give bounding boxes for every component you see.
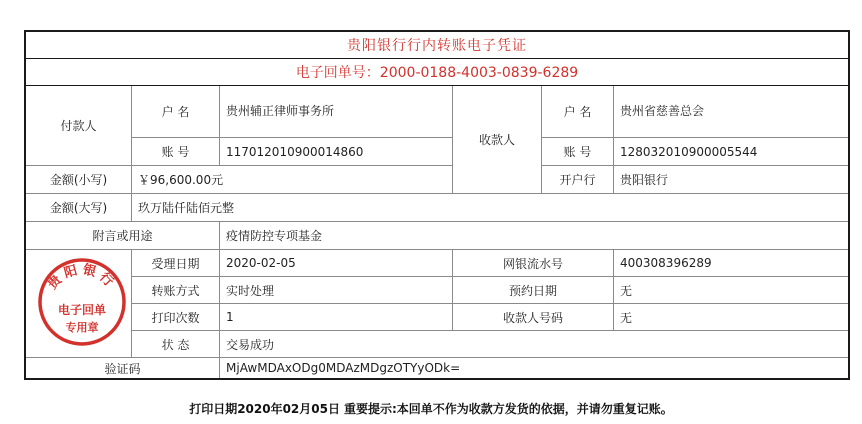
payer-name: 贵州辅正律师事务所: [220, 86, 453, 138]
print-date: 打印日期2020年02月05日: [189, 401, 340, 416]
amount-small-value: ￥96,600.00元: [132, 166, 453, 194]
seal-cell: [26, 250, 132, 358]
payee-name-label: 户 名: [542, 86, 614, 138]
payer-name-label: 户 名: [132, 86, 220, 138]
amount-large-value: 玖万陆仟陆佰元整: [132, 194, 848, 222]
payee-code-label: 收款人号码: [453, 304, 614, 331]
important-notice: 重要提示:本回单不作为收款方发货的依据，并请勿重复记账。: [344, 401, 673, 416]
svg-text:贵阳银行: [45, 261, 120, 292]
status-value: 交易成功: [220, 331, 848, 358]
booking-value: 无: [614, 277, 848, 304]
date-label: 受理日期: [132, 250, 220, 277]
bank-seal-stamp: [36, 256, 128, 348]
amount-large-label: 金额(大写): [26, 194, 132, 222]
print-count-value: 1: [220, 304, 453, 331]
method-value: 实时处理: [220, 277, 453, 304]
verify-code: MjAwMDAxODg0MDAzMDgzOTYyODk=: [226, 361, 461, 375]
seal-top-text: 贵阳银行: [45, 262, 119, 293]
print-count-label: 打印次数: [132, 304, 220, 331]
date-value: 2020-02-05: [220, 250, 453, 277]
seal-line2: 专用章: [65, 321, 99, 334]
purpose-label: 附言或用途: [26, 222, 220, 250]
serial-label: 网银流水号: [453, 250, 614, 277]
payee-section-label: 收款人: [453, 86, 542, 194]
payee-bank-label: 开户行: [542, 166, 614, 194]
verify-label: 验证码: [26, 358, 220, 378]
receipt-number: 电子回单号：2000-0188-4003-0839-6289: [26, 59, 848, 86]
payer-section-label: 付款人: [26, 86, 132, 166]
purpose-value: 疫情防控专项基金: [220, 222, 848, 250]
booking-label: 预约日期: [453, 277, 614, 304]
seal-line1: 电子回单: [57, 303, 107, 317]
voucher-title: 贵阳银行行内转账电子凭证: [26, 32, 848, 59]
amount-small-label: 金额(小写): [26, 166, 132, 194]
status-label: 状 态: [132, 331, 220, 358]
transfer-voucher: [24, 30, 850, 380]
payer-account: 117012010900014860: [220, 138, 453, 166]
serial-value: 400308396289: [614, 250, 848, 277]
payee-bank: 贵阳银行: [614, 166, 848, 194]
payee-account: 128032010900005544: [614, 138, 848, 166]
payee-account-label: 账 号: [542, 138, 614, 166]
payee-name: 贵州省慈善总会: [614, 86, 848, 138]
payee-code-value: 无: [614, 304, 848, 331]
method-label: 转账方式: [132, 277, 220, 304]
payer-account-label: 账 号: [132, 138, 220, 166]
footer-note: [0, 398, 862, 418]
voucher-grid: [26, 86, 848, 378]
